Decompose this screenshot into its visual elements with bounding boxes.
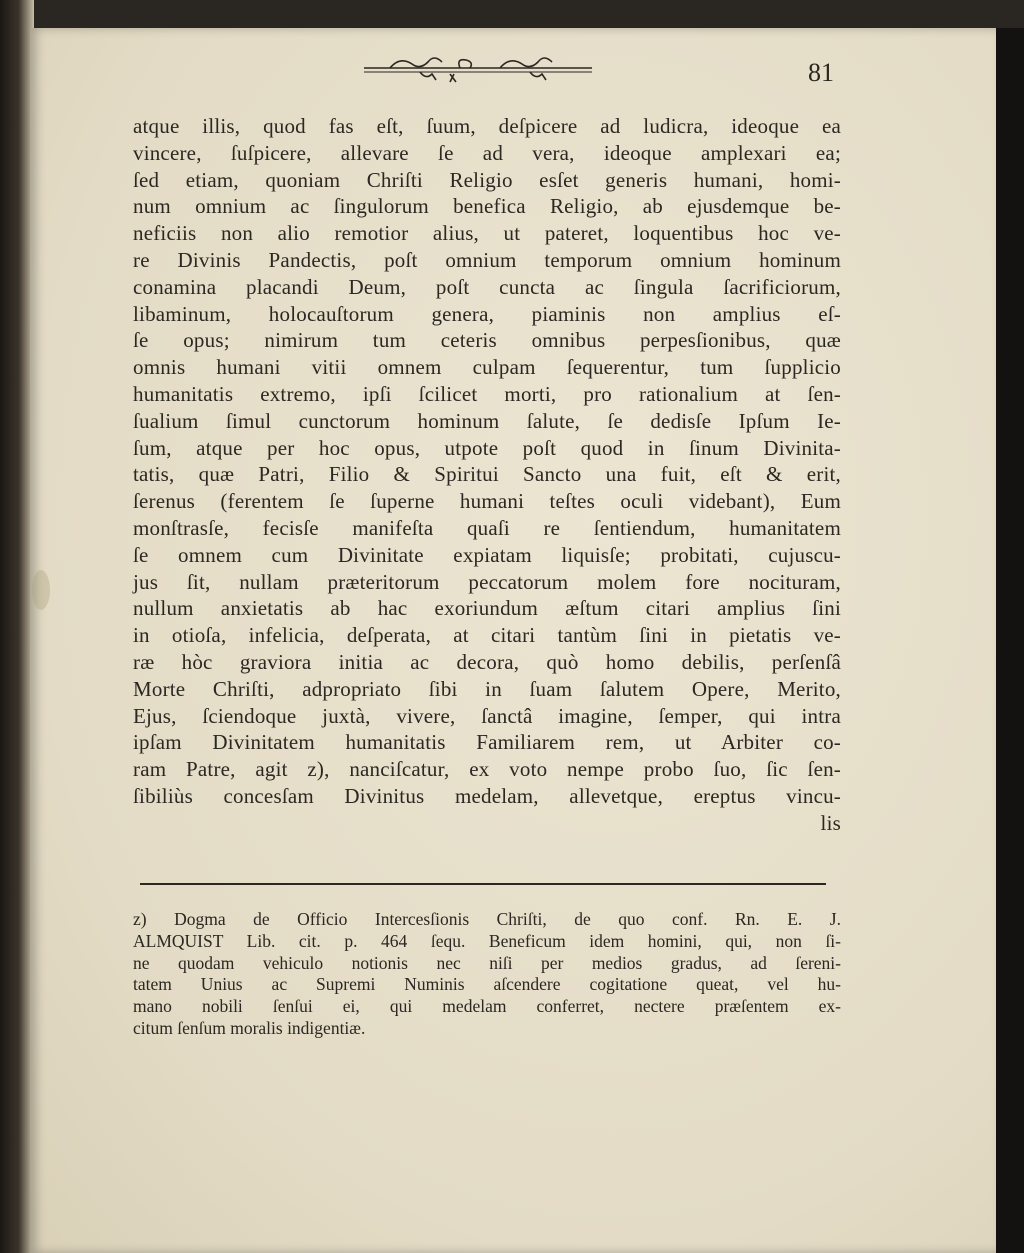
footnote-text: Dogma de Officio Intercesſionis Chriſti, de quo conf. Rn. E. J.	[174, 909, 841, 929]
page-number: 81	[808, 58, 834, 87]
footnote-line: tatem Unius ac Supremi Numinis aſcendere cogitatione queat, vel hu-	[133, 974, 841, 995]
text-line: ſerenus (ferentem ſe ſuperne humani teſtes oculi videbant), Eum	[133, 489, 841, 514]
text-line: ſibiliùs concesſam Divinitus medelam, allevetque, ereptus vincu-	[133, 783, 841, 808]
footnote-line: citum ſenſum moralis indigentiæ.	[133, 1017, 366, 1038]
header-ornament-icon	[360, 52, 596, 84]
text-line: in otioſa, infelicia, deſperata, at citari tantùm ſini in pietatis ve-	[133, 623, 841, 648]
text-line: ipſam Divinitatem humanitatis Familiarem rem, ut Arbiter co-	[133, 730, 841, 755]
footnote-separator-rule	[140, 883, 826, 885]
text-line: Ejus, ſciendoque juxtà, vivere, ſanctâ imagine, ſemper, qui intra	[133, 703, 841, 728]
text-line: re Divinis Pandectis, poſt omnium temporum omnium hominum	[133, 247, 841, 272]
text-line: ſe opus; nimirum tum ceteris omnibus perpesſionibus, quæ	[133, 328, 841, 353]
paper-stain	[32, 570, 50, 610]
text-line: atque illis, quod fas eſt, ſuum, deſpicere ad ludicra, ideoque ea	[133, 114, 841, 138]
footnote-marker: z)	[133, 909, 175, 929]
text-line: libaminum, holocauſtorum genera, piaminis non amplius eſ-	[133, 301, 841, 326]
text-line: omnis humani vitii omnem culpam ſequerentur, tum ſupplicio	[133, 355, 841, 380]
footnote-line: ALMQUIST Lib. cit. p. 464 ſequ. Beneficum idem homini, qui, non ſi-	[133, 930, 841, 951]
text-line: nullum anxietatis ab hac exoriundum æſtum citari amplius ſini	[133, 596, 841, 621]
text-line: conamina placandi Deum, poſt cuncta ac ſingula ſacrificiorum,	[133, 274, 841, 299]
text-line: vincere, ſuſpicere, allevare ſe ad vera, ideoque amplexari ea;	[133, 140, 841, 165]
text-line: ſe omnem cum Divinitate expiatam liquisſe; probitati, cujuscu-	[133, 542, 841, 567]
text-line: ſed etiam, quoniam Chriſti Religio esſet generis humani, homi-	[133, 167, 841, 192]
text-line: tatis, quæ Patri, Filio & Spiritui Sancto una fuit, eſt & erit,	[133, 462, 841, 487]
text-line: monſtrasſe, fecisſe manifeſta quaſi re ſentiendum, humanitatem	[133, 515, 841, 540]
text-line: humanitatis extremo, ipſi ſcilicet morti, pro rationalium at ſen-	[133, 381, 841, 406]
text-line: Morte Chriſti, adpropriato ſibi in ſuam ſalutem Opere, Merito,	[133, 676, 841, 701]
text-line: num omnium ac ſingulorum benefica Religio, ab ejusdemque be-	[133, 194, 841, 219]
text-line: jus ſit, nullam præteritorum peccatorum molem fore nocituram,	[133, 569, 841, 594]
text-line: ſum, atque per hoc opus, utpote poſt quod in ſinum Divinita-	[133, 435, 841, 460]
text-line: ræ hòc graviora initia ac decora, quò homo debilis, perſenſâ	[133, 649, 841, 674]
text-line: lis	[820, 810, 841, 835]
footnote-block	[133, 909, 841, 1040]
footnote-line	[133, 909, 841, 931]
footnote-line: ne quodam vehiculo notionis nec niſi per medios gradus, ad ſereni-	[133, 952, 841, 973]
text-line: ſualium ſimul cunctorum hominum ſalute, ſe dedisſe Ipſum Ie-	[133, 408, 841, 433]
main-text-block	[133, 113, 841, 837]
page-edge-shadow	[996, 28, 1024, 1253]
text-line: neficiis non alio remotior alius, ut pateret, loquentibus hoc ve-	[133, 221, 841, 246]
book-spine-shadow	[0, 0, 34, 1253]
footnote-line: mano nobili ſenſui ei, qui medelam conferret, nectere præſentem ex-	[133, 996, 841, 1017]
text-line: ram Patre, agit z), nanciſcatur, ex voto nempe probo ſuo, ſic ſen-	[133, 757, 841, 782]
